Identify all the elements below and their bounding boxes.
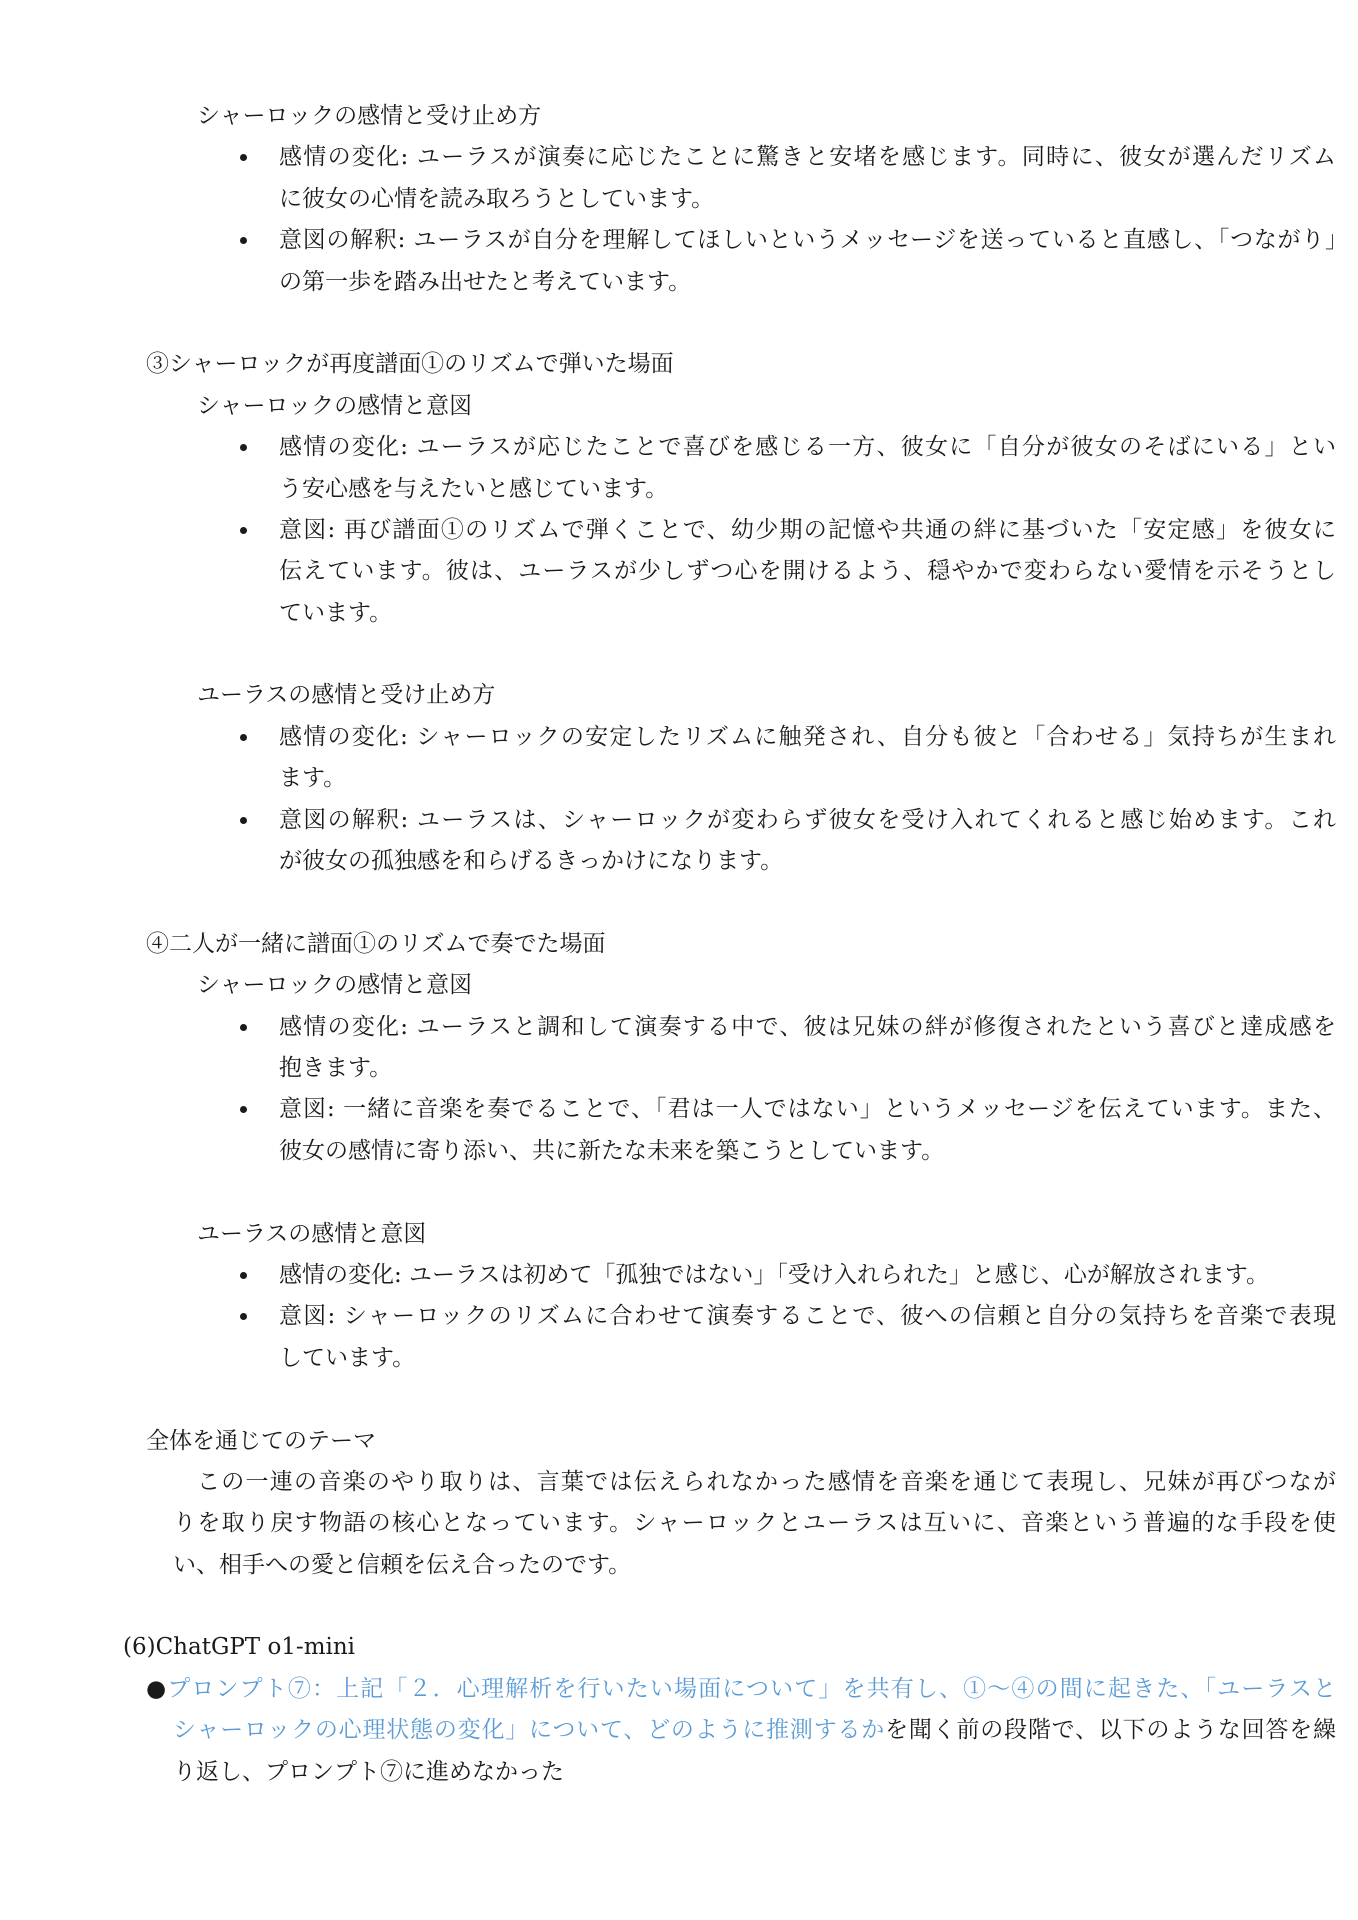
bullet-dot — [240, 817, 247, 824]
bullet-item — [0, 1255, 1358, 1296]
scene2-sherlock-block — [0, 96, 1358, 303]
blank-line — [0, 303, 1358, 344]
bullet-item — [0, 1089, 1358, 1172]
text-line: 抱きます。 — [279, 1054, 393, 1081]
text-line: 意図: 再び譜面①のリズムで弾くことで、幼少期の記憶や共通の絆に基づいた「安定感」を彼女に — [279, 516, 1336, 543]
text-line: 感情の変化: シャーロックの安定したリズムに触発され、自分も彼と「合わせる」気持ちが生まれ — [279, 723, 1336, 750]
bullet-item — [0, 717, 1358, 800]
bullet-item — [0, 1296, 1358, 1379]
text-line: が彼女の孤独感を和らげるきっかけになります。 — [279, 848, 784, 875]
bullet-item — [0, 137, 1358, 220]
page-content — [0, 96, 1358, 1793]
bullet-dot — [240, 527, 247, 534]
theme-line: この一連の音楽のやり取りは、言葉では伝えられなかった感情を音楽を通じて表現し、兄妹が再びつなが — [197, 1468, 1336, 1495]
text-line: 意図: 一緒に音楽を奏でることで、「君は一人ではない」というメッセージを伝えています。また、 — [279, 1096, 1336, 1123]
blank-line — [0, 1172, 1358, 1213]
text-line: 意図の解釈: ユーラスは、シャーロックが変わらず彼女を受け入れてくれると感じ始めます。これ — [279, 806, 1336, 833]
scene4-title: ④二人が一緒に譜面①のリズムで奏でた場面 — [146, 930, 606, 957]
text-line: 彼女の感情に寄り添い、共に新たな未来を築こうとしています。 — [279, 1137, 945, 1164]
bullet-dot — [240, 1024, 247, 1031]
text-line: に彼女の心情を読み取ろうとしています。 — [279, 185, 715, 212]
blank-line — [0, 1586, 1358, 1627]
text-line: しています。 — [279, 1344, 416, 1371]
text-line: 感情の変化: ユーラスは初めて「孤独ではない」「受け入れられた」と感じ、心が解放されます。 — [279, 1261, 1270, 1288]
eurus-heading: ユーラスの感情と受け止め方 — [197, 682, 496, 709]
bullet-item — [0, 800, 1358, 883]
prompt-line-1 — [0, 1669, 1336, 1710]
blank-line — [0, 1379, 1358, 1420]
scene3-title: ③シャーロックが再度譜面①のリズムで弾いた場面 — [146, 351, 674, 378]
sherlock-heading: シャーロックの感情と意図 — [197, 392, 473, 419]
bullet-item — [0, 510, 1358, 634]
prompt-text: を聞く前の段階で、以下のような回答を繰 — [885, 1717, 1336, 1744]
prompt-bullet-marker: ● — [146, 1675, 168, 1702]
text-line: ます。 — [279, 765, 347, 792]
text-line: 感情の変化: ユーラスと調和して演奏する中で、彼は兄妹の絆が修復されたという喜びと達成感を — [279, 1013, 1336, 1040]
prompt-line-3: り返し、プロンプト⑦に進めなかった — [173, 1758, 564, 1785]
blank-line — [0, 634, 1358, 675]
bullet-dot — [240, 1272, 247, 1279]
prompt-highlight-text: プロンプト⑦：上記「２．心理解析を行いたい場面について」を共有し、①〜④の間に起きた、「ユーラスと — [167, 1675, 1336, 1702]
text-line: 感情の変化: ユーラスが演奏に応じたことに驚きと安堵を感じます。同時に、彼女が選んだリズム — [279, 144, 1336, 171]
sherlock-heading: シャーロックの感情と受け止め方 — [197, 103, 542, 129]
scene3-block — [0, 344, 1358, 882]
bullet-item — [0, 427, 1358, 510]
text-line: 伝えています。彼は、ユーラスが少しずつ心を開けるよう、穏やかで変わらない愛情を示そうとし — [279, 558, 1336, 585]
text-line: 意図: シャーロックのリズムに合わせて演奏することで、彼への信頼と自分の気持ちを音楽で表現 — [279, 1303, 1336, 1330]
section6-block — [0, 1627, 1358, 1793]
theme-heading: 全体を通じてのテーマ — [146, 1427, 376, 1454]
text-line: 意図の解釈: ユーラスが自分を理解してほしいというメッセージを送っていると直感し、「つながり」 — [279, 227, 1348, 254]
eurus-heading: ユーラスの感情と意図 — [197, 1220, 427, 1247]
prompt-highlight-text: シャーロックの心理状態の変化」について、どのように推測するか — [173, 1717, 886, 1744]
bullet-item — [0, 1007, 1358, 1090]
bullet-dot — [240, 734, 247, 741]
section6-title: (6)ChatGPT o1-mini — [123, 1634, 356, 1661]
text-line: ています。 — [279, 599, 393, 626]
theme-block — [0, 1421, 1358, 1587]
text-line: う安心感を与えたいと感じています。 — [279, 475, 669, 502]
prompt-line-2 — [0, 1710, 1336, 1751]
blank-line — [0, 882, 1358, 923]
theme-line: りを取り戻す物語の核心となっています。シャーロックとユーラスは互いに、音楽という普遍的な手段を使 — [173, 1510, 1336, 1537]
text-line: の第一歩を踏み出せたと考えています。 — [279, 268, 692, 295]
sherlock-heading: シャーロックの感情と意図 — [197, 972, 473, 999]
text-line: 感情の変化: ユーラスが応じたことで喜びを感じる一方、彼女に「自分が彼女のそばにいる」とい — [279, 434, 1336, 461]
bullet-item — [0, 220, 1358, 303]
scene4-block — [0, 924, 1358, 1379]
theme-line: い、相手への愛と信頼を伝え合ったのです。 — [173, 1551, 632, 1578]
